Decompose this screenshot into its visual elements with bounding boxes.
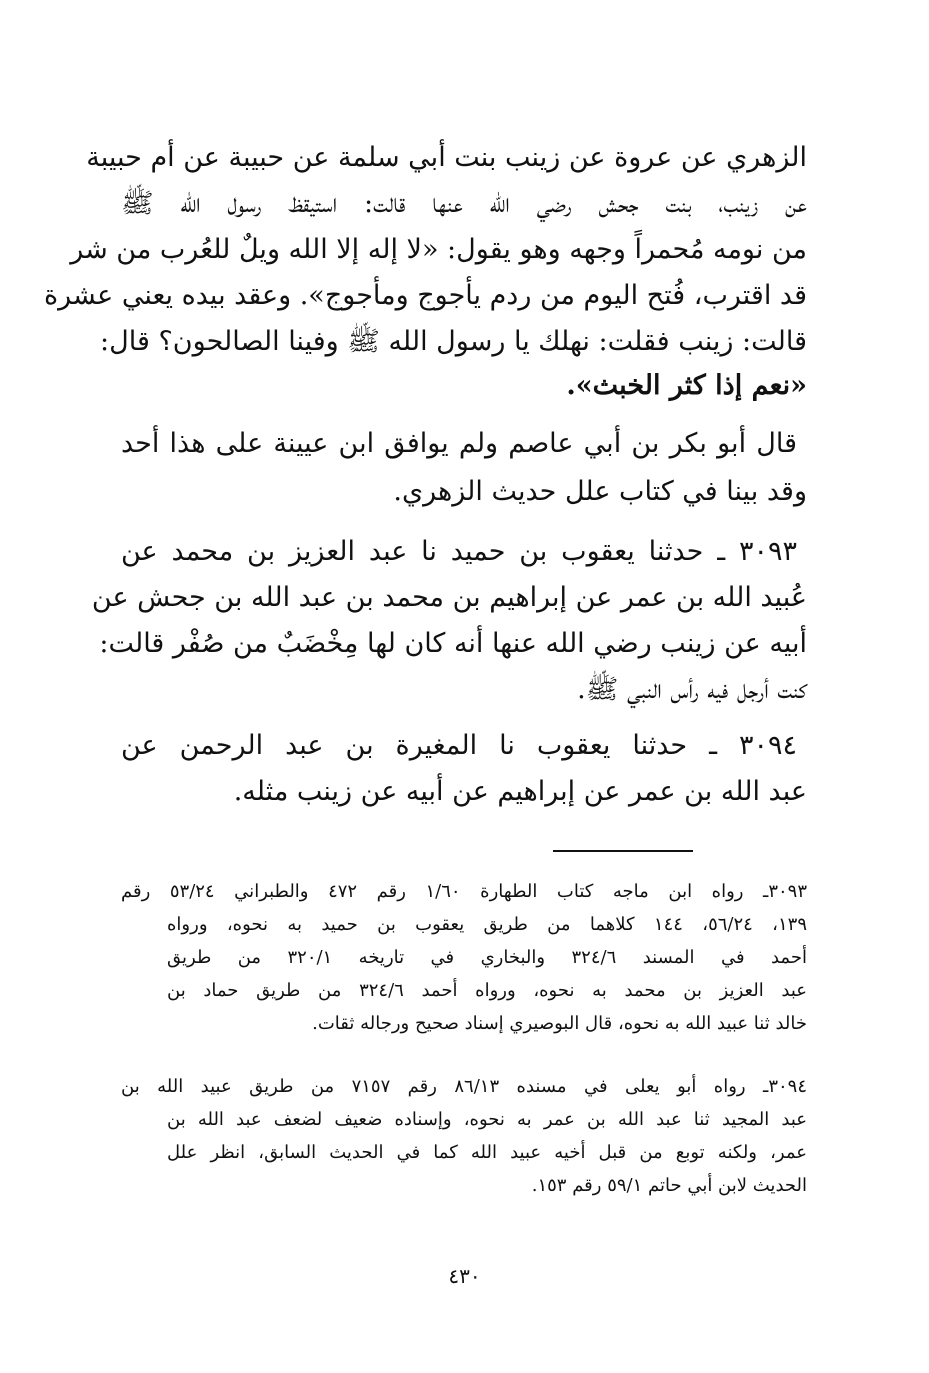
text-line: عن زينب، بنت جحش رضي الله عنها قالت: استيقظ رسول الله ﷺ	[121, 188, 807, 219]
text-line: وقد بينا في كتاب علل حديث الزهري.	[393, 476, 807, 507]
footnote-line: عمر، ولكنه توبع من قبل أخيه عبيد الله كما في الحديث السابق، انظر علل	[167, 1142, 807, 1163]
text-line: أبيه عن زينب رضي الله عنها أنه كان لها مِخْضَبٌ من صُفْر قالت:	[99, 628, 807, 659]
footnote-line: ٣٠٩٣ـ رواه ابن ماجه كتاب الطهارة ١/٦٠ رقم ٤٧٢ والطبراني ٥٣/٢٤ رقم	[121, 881, 807, 902]
footnote-line: الحديث لابن أبي حاتم ٥٩/١ رقم ١٥٣.	[531, 1175, 807, 1196]
hadith-heading-3093: ٣٠٩٣ ـ حدثنا يعقوب بن حميد نا عبد العزيز بن محمد عن	[121, 536, 797, 567]
footnote-line: ٣٠٩٤ـ رواه أبو يعلى في مسنده ٨٦/١٣ رقم ٧١٥٧ من طريق عبيد الله بن	[121, 1076, 807, 1097]
page-number: ٤٣٠	[448, 1264, 481, 1288]
text-line: قال أبو بكر بن أبي عاصم ولم يوافق ابن عيينة على هذا أحد	[121, 428, 797, 459]
text-line: عُبيد الله بن عمر عن إبراهيم بن محمد بن عبد الله بن جحش عن	[91, 582, 807, 613]
text-line: عبد الله بن عمر عن إبراهيم عن أبيه عن زينب مثله.	[233, 776, 807, 807]
footnote-line: عبد المجيد ثنا عبد الله بن عمر به نحوه، وإسناده ضعيف لضعف عبد الله بن	[167, 1109, 807, 1130]
text-line: كنت أرجل فيه رأس النبي ﷺ.	[577, 674, 807, 705]
footnote-line: أحمد في المسند ٣٢٤/٦ والبخاري في تاريخه ٣٢٠/١ من طريق	[167, 947, 807, 968]
text-line: الزهري عن عروة عن زينب بنت أبي سلمة عن حبيبة عن أم حبيبة	[86, 142, 807, 173]
text-line: قد اقترب، فُتح اليوم من ردم يأجوج ومأجوج». وعقد بيده يعني عشرة	[44, 280, 807, 311]
footnote-separator	[553, 850, 693, 852]
text-line: قالت: زينب فقلت: نهلك يا رسول الله ﷺ وفينا الصالحون؟ قال:	[100, 326, 807, 357]
footnote-line: عبد العزيز بن محمد به نحوه، ورواه أحمد ٣٢٤/٦ من طريق حماد بن	[167, 980, 807, 1001]
footnote-line: خالد ثنا عبيد الله به نحوه، قال البوصيري إسناد صحيح ورجاله ثقات.	[312, 1013, 807, 1034]
text-line: من نومه مُحمراً وجهه وهو يقول: «لا إله إلا الله ويلٌ للعُرب من شر	[70, 234, 807, 265]
text-line: «نعم إذا كثر الخبث».	[566, 370, 807, 401]
hadith-heading-3094: ٣٠٩٤ ـ حدثنا يعقوب نا المغيرة بن عبد الرحمن عن	[121, 730, 797, 761]
footnote-line: ١٣٩، ٥٦/٢٤، ١٤٤ كلاهما من طريق يعقوب بن حميد به نحوه، ورواه	[167, 914, 807, 935]
